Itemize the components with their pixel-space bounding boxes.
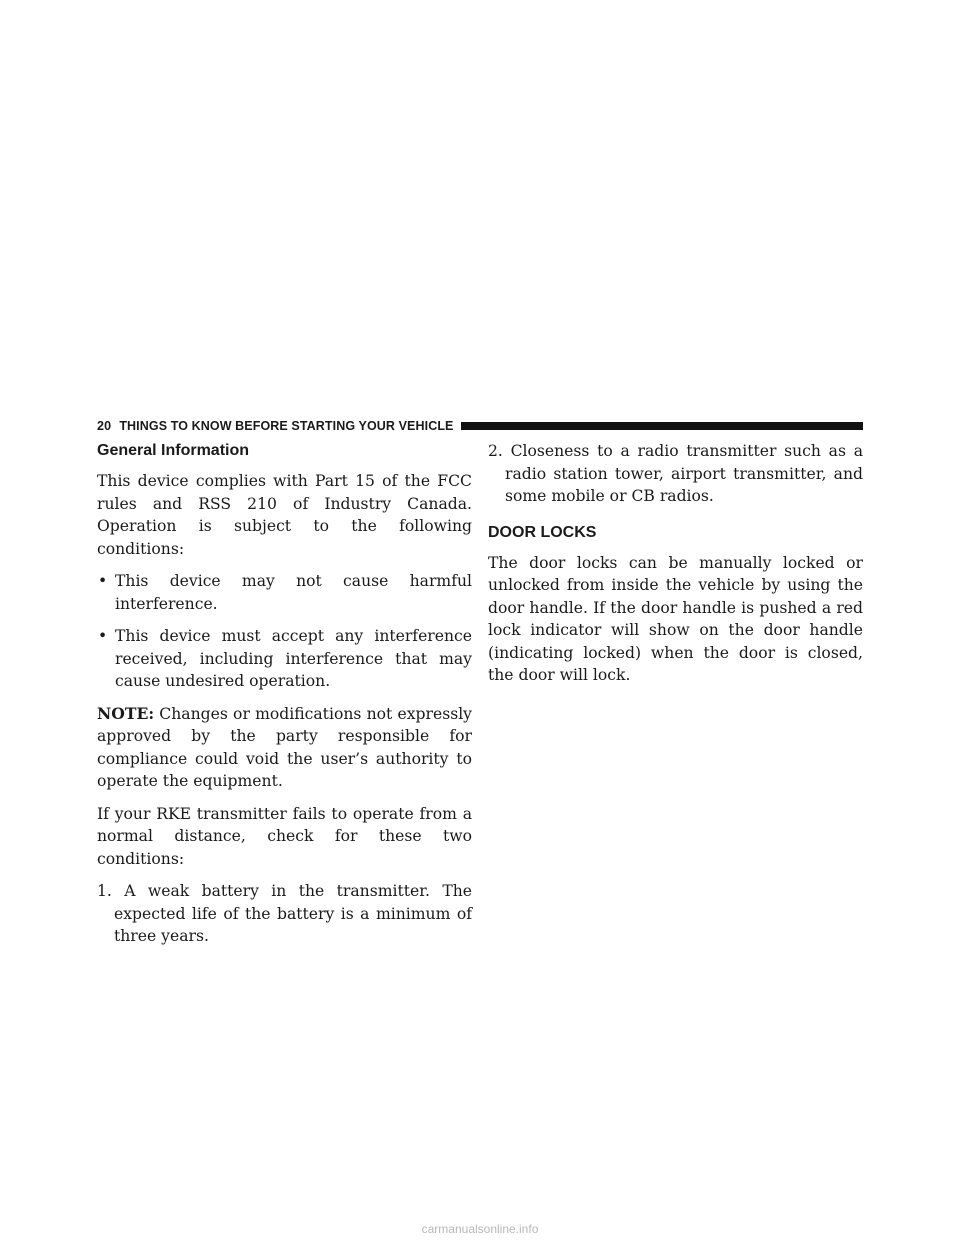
watermark: carmanualsonline.info	[421, 1222, 539, 1236]
section-heading-door-locks: DOOR LOCKS	[488, 523, 597, 541]
page-header	[97, 418, 863, 434]
fcc-intro-paragraph: This device complies with Part 15 of the FCC rules and RSS 210 of Industry Canada. Operation is subject to the following conditions:	[97, 472, 472, 558]
page-number: 20	[97, 419, 112, 433]
chapter-title: THINGS TO KNOW BEFORE STARTING YOUR VEHICLE	[119, 419, 454, 433]
section-heading-general-information: General Information	[97, 442, 250, 459]
bullet-icon: •	[98, 627, 108, 645]
bullet-item	[97, 625, 472, 693]
bullet-text: This device must accept any interference received, including interference that may cause undesired operation.	[115, 627, 472, 690]
numbered-item-2: 2. Closeness to a radio transmitter such as a radio station tower, airport transmitter, and some mobile or CB radios.	[488, 442, 863, 505]
door-locks-paragraph: The door locks can be manually locked or unlocked from inside the vehicle by using the door handle. If the door handle is pushed a red lock indicator will show on the door handle (indicating locked) when the door is closed, the door will lock.	[488, 553, 863, 684]
bullet-text: This device may not cause harmful interference.	[115, 572, 472, 613]
left-column	[97, 440, 472, 958]
note-label: NOTE:	[97, 703, 155, 723]
numbered-item-1: 1. A weak battery in the transmitter. The expected life of the battery is a minimum of three years.	[97, 882, 472, 945]
header-rule	[461, 422, 864, 430]
bullet-item	[97, 570, 472, 615]
rke-paragraph: If your RKE transmitter fails to operate from a normal distance, check for these two conditions:	[97, 804, 472, 868]
right-column	[488, 440, 863, 697]
note-paragraph	[97, 703, 472, 793]
bullet-icon: •	[98, 572, 108, 590]
note-text: Changes or modifications not expressly approved by the party responsible for compliance could void the user’s authority to operate the equipment.	[97, 704, 472, 790]
